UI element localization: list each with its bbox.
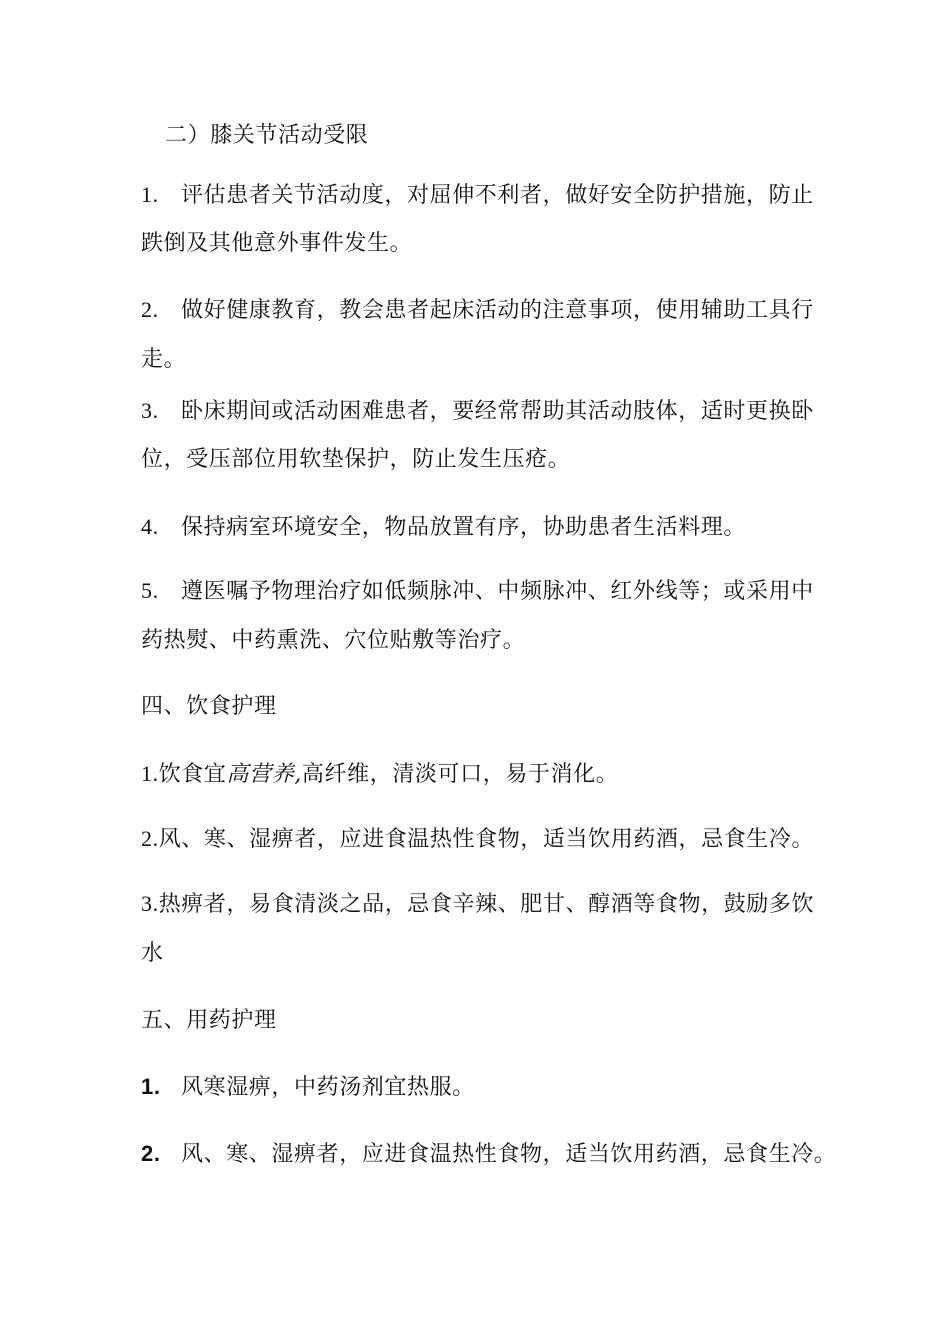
subsection-heading: 二）膝关节活动受限 (165, 123, 369, 148)
list-number: 1. (141, 1074, 161, 1099)
list-item-continuation: 跌倒及其他意外事件发生。 (141, 231, 413, 256)
list-item-line (141, 396, 814, 427)
list-text: 风、寒、湿痹者，应进食温热性食物，适当饮用药酒，忌食生冷。 (181, 1142, 837, 1167)
list-text: 做好健康教育，教会患者起床活动的注意事项，使用辅助工具行 (181, 298, 814, 323)
list-number: 2. (141, 826, 159, 851)
list-text: 评估患者关节活动度，对屈伸不利者，做好安全防护措施，防止 (181, 183, 814, 208)
list-item-line (141, 576, 814, 607)
list-item-continuation: 水 (141, 941, 164, 966)
list-item-continuation: 药热熨、中药熏洗、穴位贴敷等治疗。 (141, 628, 526, 653)
list-text: 卧床期间或活动困难患者，要经常帮助其活动肢体，适时更换卧 (181, 399, 814, 424)
list-item-line (141, 824, 814, 855)
list-text: 饮食宜 (158, 762, 227, 787)
list-number: 5. (141, 578, 159, 603)
list-number: 3. (141, 398, 159, 423)
list-item-line (141, 889, 814, 920)
list-item-continuation: 位，受压部位用软垫保护，防止发生压疮。 (141, 447, 571, 472)
list-text: 遵医嘱予物理治疗如低频脉冲、中频脉冲、红外线等；或采用中 (181, 579, 814, 604)
list-item-line (141, 759, 618, 790)
list-item-continuation: 走。 (141, 347, 187, 372)
list-text: 热痹者，易食清淡之品，忌食辛辣、肥甘、醇酒等食物，鼓励多饮 (158, 892, 815, 917)
list-text: 风、寒、湿痹者，应进食温热性食物，适当饮用药酒，忌食生冷。 (158, 827, 815, 852)
list-text-italic: 高营养, (226, 762, 302, 787)
list-number: 4. (141, 514, 159, 539)
list-number: 3. (141, 891, 159, 916)
list-item-line (141, 180, 814, 211)
list-number: 1. (141, 761, 159, 786)
list-item-line (141, 1072, 475, 1103)
section-heading: 五、用药护理 (141, 1008, 277, 1033)
list-item-line (141, 512, 746, 543)
list-item-line (141, 1139, 836, 1170)
section-heading: 四、饮食护理 (141, 694, 277, 719)
list-number: 1. (141, 182, 159, 207)
list-number: 2. (141, 1141, 161, 1166)
list-text: 风寒湿痹，中药汤剂宜热服。 (181, 1075, 475, 1100)
list-item-line (141, 295, 814, 326)
list-number: 2. (141, 297, 159, 322)
list-text: 保持病室环境安全，物品放置有序，协助患者生活料理。 (181, 515, 747, 540)
list-text: 高纤维，清淡可口，易于消化。 (301, 762, 619, 787)
